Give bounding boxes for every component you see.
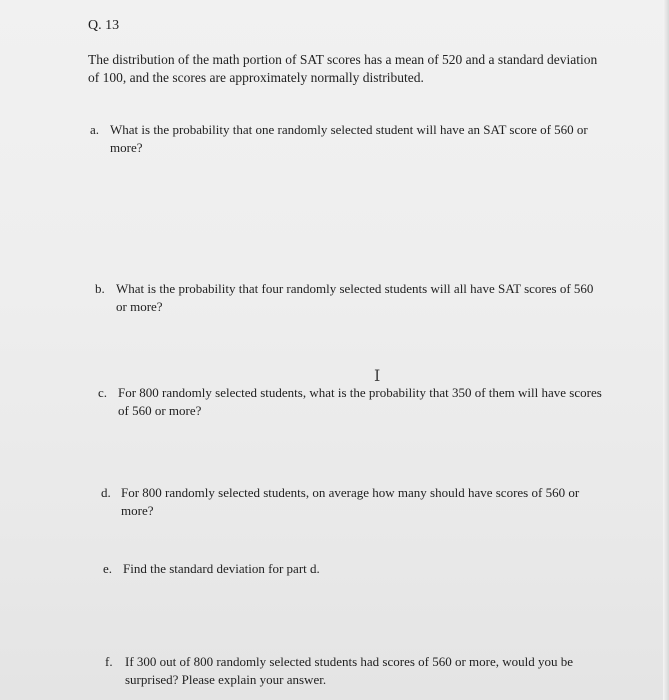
part-f-letter: f. (105, 654, 113, 669)
part-b-letter: b. (95, 281, 105, 296)
part-e (103, 560, 603, 578)
part-e-letter: e. (103, 561, 113, 576)
text-cursor-icon: I (374, 366, 381, 385)
part-c-text: For 800 randomly selected students, what is the probability that 350 of them will have scores of 560 or more? (118, 385, 602, 418)
part-a-text: What is the probability that one randomly selected student will have an SAT score of 560 or more? (110, 122, 588, 155)
part-f (105, 653, 615, 689)
part-a-letter: a. (90, 122, 100, 137)
part-d (101, 484, 601, 520)
part-c (98, 384, 610, 420)
question-number: Q. 13 (88, 18, 120, 33)
part-d-letter: d. (101, 485, 111, 500)
part-f-text: If 300 out of 800 randomly selected students had scores of 560 or more, would you be surprised? Please explain your answer. (125, 654, 574, 687)
part-a (90, 121, 610, 157)
part-b (95, 280, 605, 316)
part-d-text: For 800 randomly selected students, on average how many should have scores of 560 or more? (121, 485, 580, 518)
page-edge (663, 0, 669, 700)
question-intro: The distribution of the math portion of SAT scores has a mean of 520 and a standard deviation of 100, and the scores are approximately normally distributed. (88, 52, 598, 85)
part-b-text: What is the probability that four randomly selected students will all have SAT scores of 560 or more? (116, 281, 594, 314)
part-e-text: Find the standard deviation for part d. (123, 561, 320, 576)
part-c-letter: c. (98, 385, 108, 400)
